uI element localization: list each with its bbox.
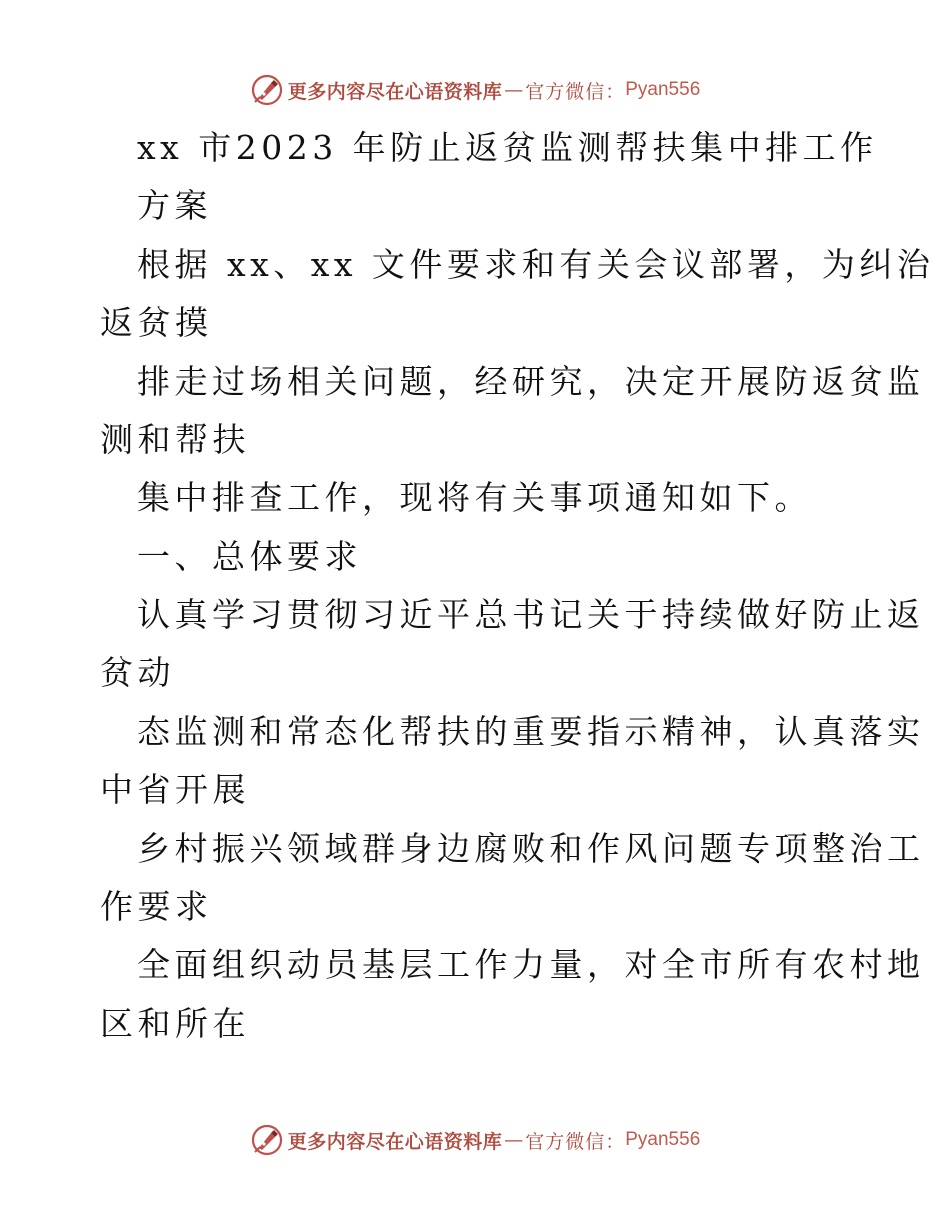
doc-line: 集中排查工作，现将有关事项通知如下。	[137, 478, 812, 517]
doc-line: 作要求	[100, 887, 213, 926]
banner-brand-text: 更多内容尽在心语资料库	[287, 80, 503, 103]
doc-line: 返贫摸	[100, 303, 213, 342]
doc-line: 全面组织动员基层工作力量，对全市所有农村地	[137, 945, 925, 984]
doc-line: 认真学习贯彻习近平总书记关于持续做好防止返	[137, 595, 925, 634]
header-banner	[0, 70, 950, 110]
doc-line: 乡村振兴领域群身边腐败和作风问题专项整治工	[137, 829, 925, 868]
doc-title-line-2: 方案	[137, 186, 212, 225]
banner-dash: —	[504, 1129, 524, 1151]
banner-official-label: 官方微信：	[525, 1130, 626, 1153]
doc-line: 中省开展	[100, 770, 250, 809]
pen-nib-logo-icon	[250, 1123, 284, 1157]
doc-line: 贫动	[100, 653, 175, 692]
banner-wechat-id: Pyan556	[625, 1129, 701, 1150]
doc-line: 测和帮扶	[100, 420, 250, 459]
banner-dash: —	[504, 79, 524, 101]
doc-line: 区和所在	[100, 1004, 250, 1043]
banner-brand-text: 更多内容尽在心语资料库	[287, 1130, 503, 1153]
banner-official-label: 官方微信：	[525, 80, 626, 103]
banner-wechat-id: Pyan556	[625, 79, 701, 100]
pen-nib-logo-icon	[250, 73, 284, 107]
doc-title-line-1: xx 市2023 年防止返贫监测帮扶集中排工作	[137, 128, 878, 167]
doc-line: 态监测和常态化帮扶的重要指示精神，认真落实	[137, 712, 925, 751]
section-heading: 一、总体要求	[137, 537, 362, 576]
doc-line: 根据 xx、xx 文件要求和有关会议部署，为纠治	[137, 245, 935, 284]
doc-line: 排走过场相关问题，经研究，决定开展防返贫监	[137, 362, 925, 401]
footer-banner	[0, 1120, 950, 1160]
